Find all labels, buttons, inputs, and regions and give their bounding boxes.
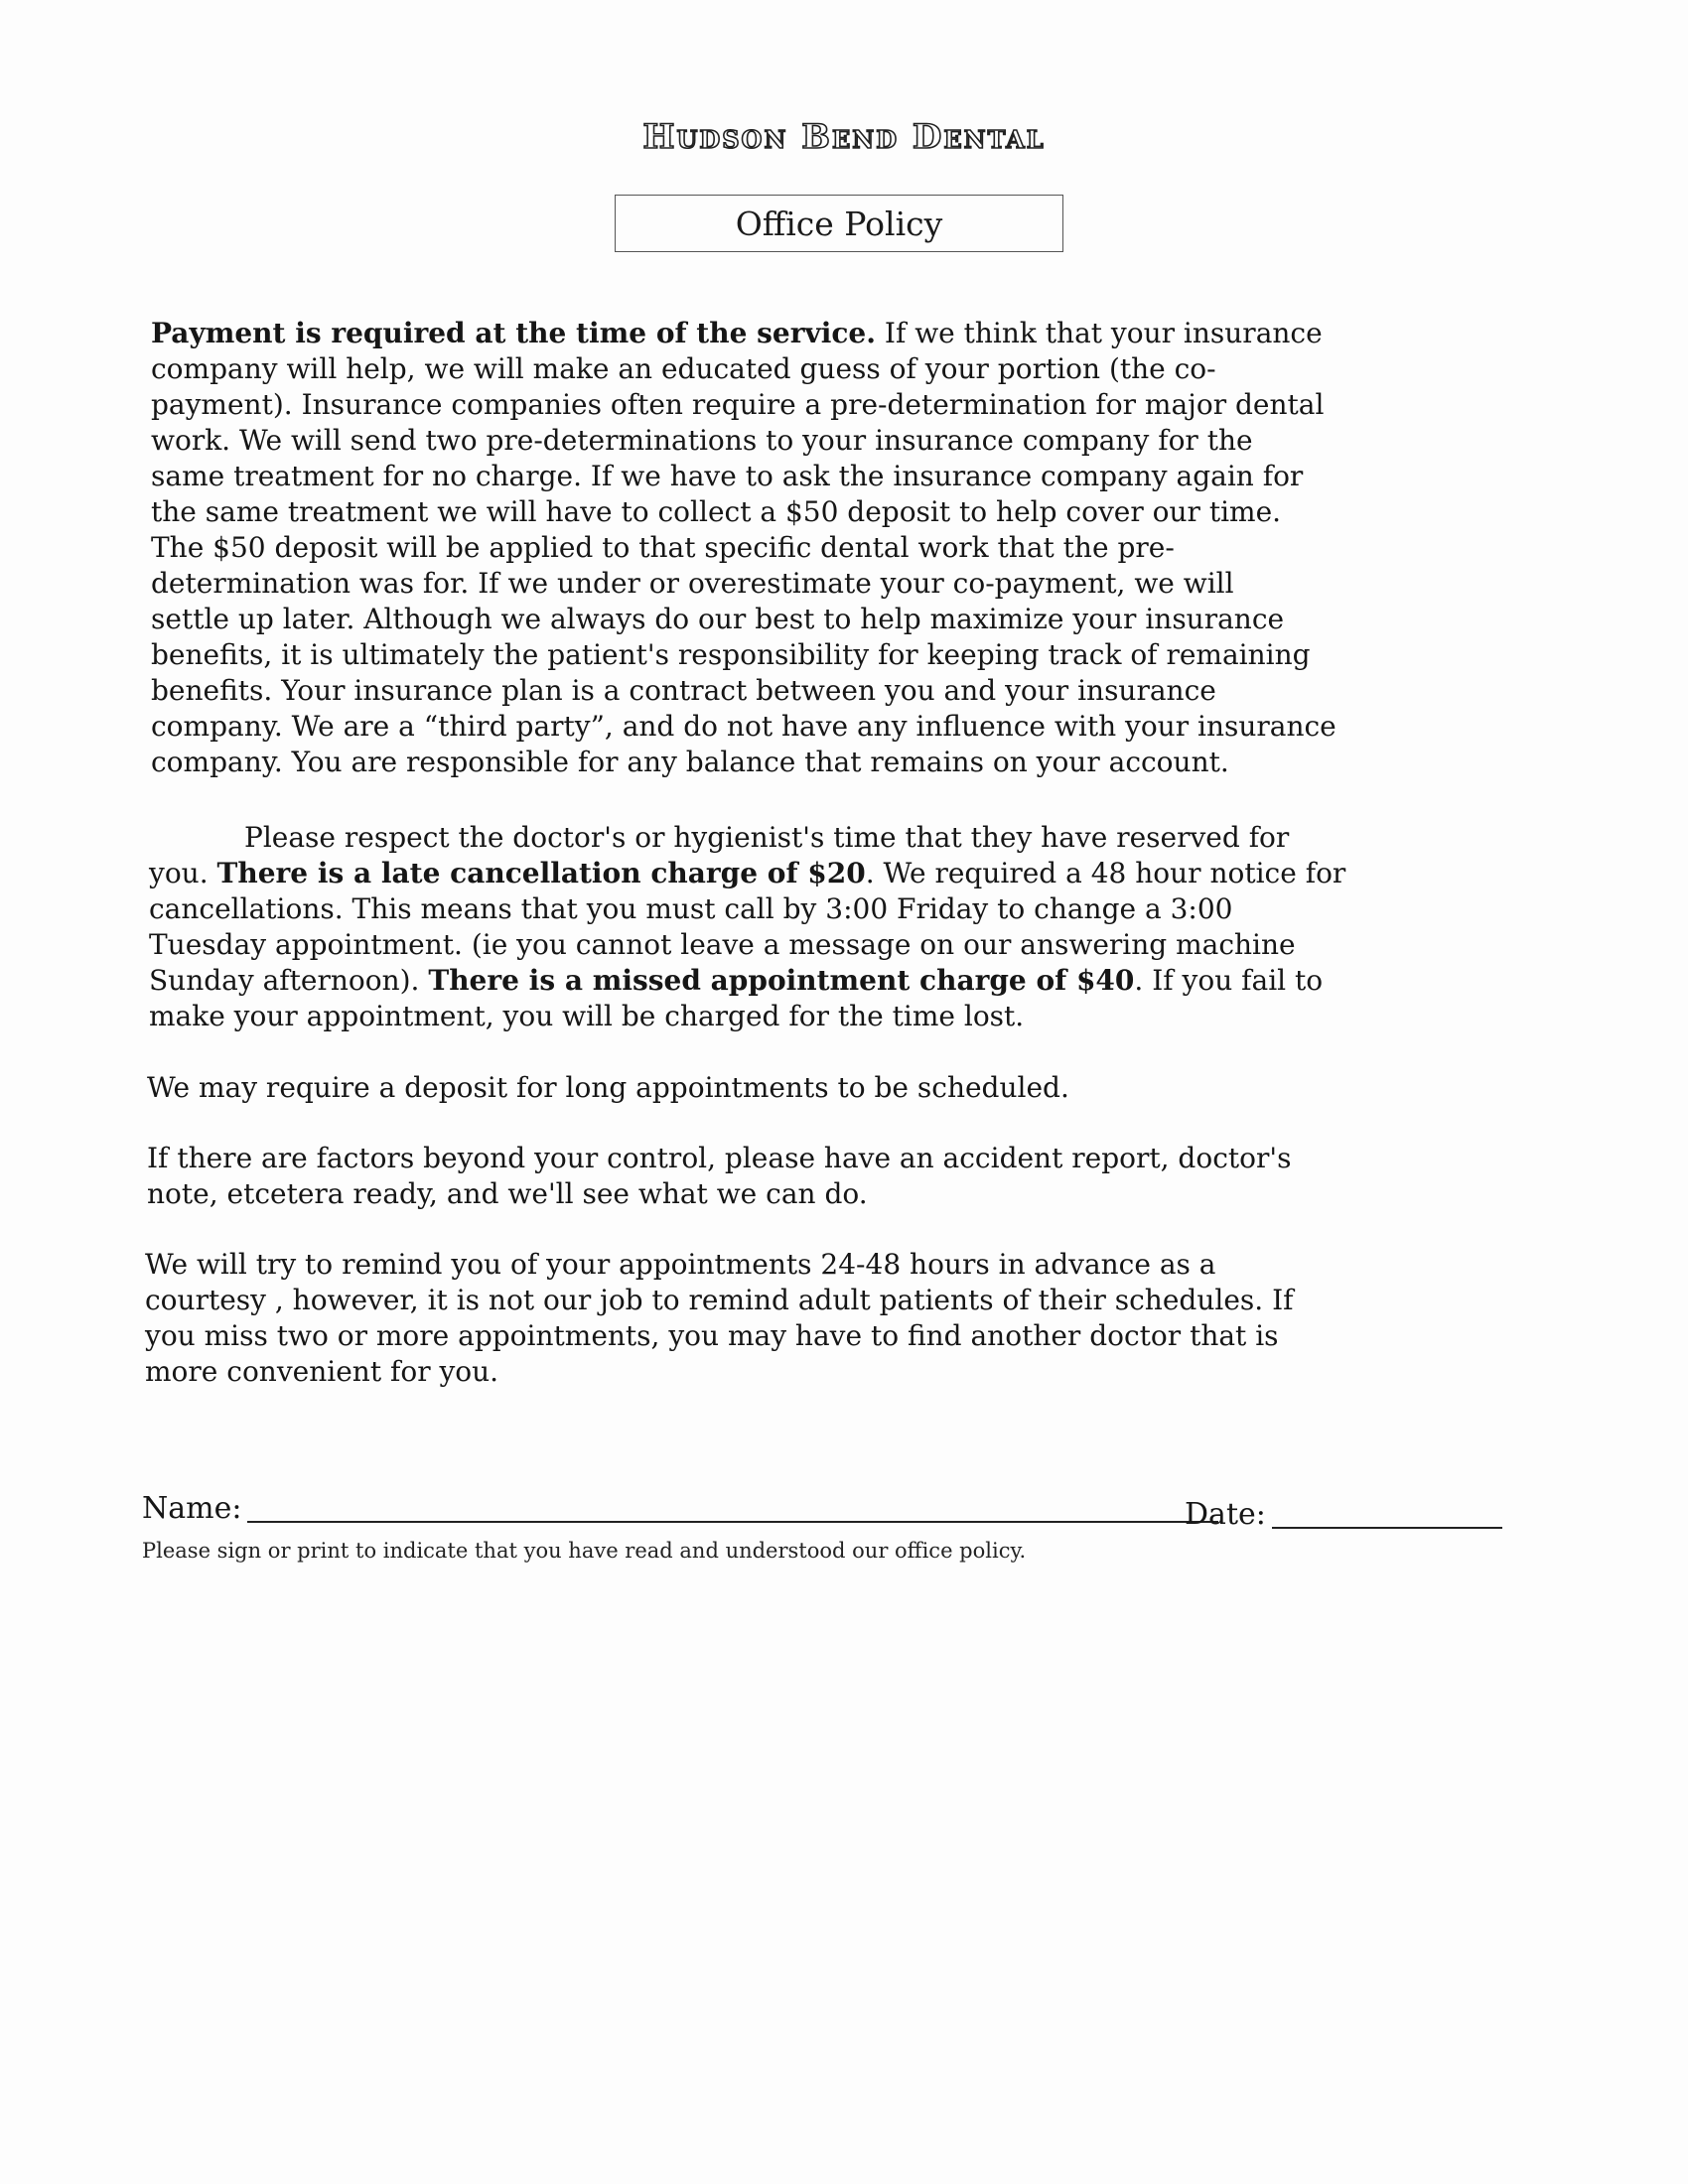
payment-line: company. We are a “third party”, and do not have any influence with your insurance (151, 710, 1336, 743)
document-title: Office Policy (735, 204, 943, 243)
name-label: Name: (142, 1491, 242, 1526)
reminders-line: We will try to remind you of your appointments 24-48 hours in advance as a (145, 1248, 1216, 1281)
payment-line-1: Payment is required at the time of the service. If we think that your insurance (151, 317, 1323, 349)
signature-instruction: Please sign or print to indicate that you have read and understood our office policy. (142, 1539, 1027, 1563)
cancellation-paragraph (149, 820, 1529, 1034)
payment-line: company. You are responsible for any balance that remains on your account. (151, 746, 1229, 778)
reminders-paragraph (145, 1247, 1525, 1390)
cancellation-line: you. There is a late cancellation charge of $20. We required a 48 hour notice for (149, 857, 1346, 889)
payment-bold-lead: Payment is required at the time of the service. (151, 317, 876, 349)
factors-line: If there are factors beyond your control, please have an accident report, doctor's (147, 1142, 1292, 1174)
practice-name: Hudson Bend Dental (642, 117, 1046, 157)
missed-appointment-charge: There is a missed appointment charge of $40 (428, 964, 1135, 997)
date-signature-line[interactable] (1272, 1527, 1502, 1529)
cancellation-line: Sunday afternoon). There is a missed appointment charge of $40. If you fail to (149, 964, 1324, 997)
payment-line: The $50 deposit will be applied to that specific dental work that the pre- (151, 531, 1175, 564)
payment-line: the same treatment we will have to collect a $50 deposit to help cover our time. (151, 495, 1282, 528)
payment-line: payment). Insurance companies often require a pre-determination for major dental (151, 388, 1325, 421)
name-signature-line[interactable] (247, 1521, 1218, 1523)
reminders-line: you miss two or more appointments, you may have to find another doctor that is (145, 1319, 1279, 1352)
deposit-line: We may require a deposit for long appointments to be scheduled. (147, 1071, 1069, 1104)
reminders-line: courtesy , however, it is not our job to remind adult patients of their schedules. If (145, 1284, 1294, 1316)
payment-line: benefits. Your insurance plan is a contract between you and your insurance (151, 674, 1216, 707)
cancellation-line: cancellations. This means that you must call by 3:00 Friday to change a 3:00 (149, 892, 1233, 925)
cancellation-line: make your appointment, you will be charged for the time lost. (149, 1000, 1025, 1032)
factors-paragraph (147, 1141, 1527, 1212)
date-label: Date: (1185, 1497, 1266, 1532)
payment-line: benefits, it is ultimately the patient's responsibility for keeping track of remaining (151, 638, 1311, 671)
payment-line: same treatment for no charge. If we have to ask the insurance company again for (151, 460, 1304, 492)
late-cancellation-charge: There is a late cancellation charge of $20 (216, 857, 866, 889)
payment-line: work. We will send two pre-determinations to your insurance company for the (151, 424, 1253, 457)
cancellation-line: Please respect the doctor's or hygienist's time that they have reserved for (244, 821, 1290, 854)
reminders-line: more convenient for you. (145, 1355, 499, 1388)
signature-row (142, 1491, 1502, 1535)
payment-paragraph (151, 316, 1531, 780)
document-title-box (615, 195, 1063, 252)
payment-line: company will help, we will make an educated guess of your portion (the co- (151, 352, 1216, 385)
deposit-paragraph (147, 1070, 1527, 1106)
factors-line: note, etcetera ready, and we'll see what we can do. (147, 1177, 868, 1210)
payment-line: settle up later. Although we always do our best to help maximize your insurance (151, 603, 1285, 635)
cancellation-line: Tuesday appointment. (ie you cannot leave a message on our answering machine (149, 928, 1296, 961)
payment-line: determination was for. If we under or overestimate your co-payment, we will (151, 567, 1234, 600)
